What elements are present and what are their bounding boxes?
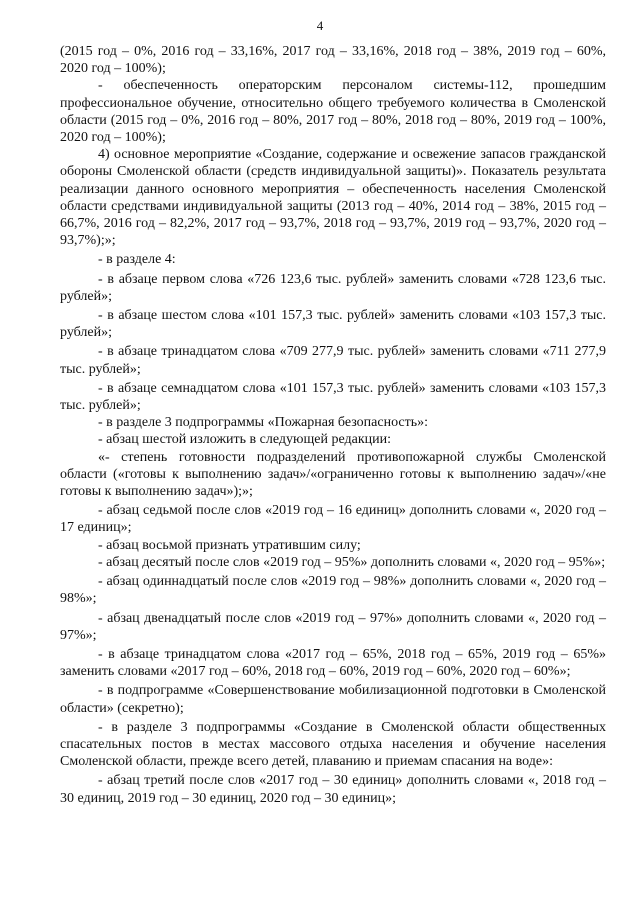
paragraph-10: - абзац шестой изложить в следующей редакции: (98, 432, 391, 448)
paragraph-14: - абзац десятый после слов «2019 год – 95%» дополнить словами «, 2020 год – 95%»; (98, 554, 606, 570)
paragraph-13: - абзац восьмой признать утратившим силу; (98, 537, 361, 553)
paragraph-17: - в абзаце тринадцатом слова «2017 год – 65%, 2018 год – 65%, 2019 год – 65%» заменить словами «2017 год – 60%, 2018 год – 60%, 2019 год – 60%, 2020 год – 60%»; (60, 646, 606, 680)
paragraph-16: - абзац двенадцатый после слов «2019 год – 97%» дополнить словами «, 2020 год – 97%»; (60, 610, 606, 643)
paragraph-8: - в абзаце семнадцатом слова «101 157,3 тыс. рублей» заменить словами «103 157,3 тыс. рублей»; (60, 380, 606, 414)
paragraph-3: 4) основное мероприятие «Создание, содержание и освежение запасов гражданской обороны Смоленской области (средств индивидуальной защиты)». Показатель результата реализации данного основного мероприятия – обеспеченность населения Смоленской области средствами индивидуальной защиты (2013 год – 40%, 2014 год – 38%, 2015 год – 66,7%, 2016 год – 82,2%, 2017 год – 93,7%, 2018 год – 93,7%, 2019 год – 93,7%, 2020 год – 93,7%);»; (60, 147, 606, 249)
paragraph-2: - обеспеченность операторским персоналом системы-112, прошедшим профессиональное обучение, относительно общего требуемого количества в Смоленской области (2015 год – 0%, 2016 год – 80%, 2017 год – 80%, 2018 год – 80%, 2019 год – 100%, 2020 год – 100%); (60, 78, 606, 146)
document-body (60, 43, 606, 807)
paragraph-18: - в подпрограмме «Совершенствование мобилизационной подготовки в Смоленской области» (секретно); (60, 683, 606, 716)
paragraph-15: - абзац одиннадцатый после слов «2019 год – 98%» дополнить словами «, 2020 год – 98%»; (60, 574, 606, 607)
paragraph-7: - в абзаце тринадцатом слова «709 277,9 тыс. рублей» заменить словами «711 277,9 тыс. рублей»; (60, 344, 606, 377)
paragraph-12: - абзац седьмой после слов «2019 год – 16 единиц» дополнить словами «, 2020 год – 17 единиц»; (60, 503, 606, 536)
paragraph-11: «- степень готовности подразделений противопожарной службы Смоленской области («готовы к выполнению задач»/«ограниченно готовы к выполнению задач»/«не готовы к выполнению задач»);»; (60, 449, 606, 500)
page-number: 4 (316, 18, 324, 33)
paragraph-20: - абзац третий после слов «2017 год – 30 единиц» дополнить словами «, 2018 год – 30 единиц, 2019 год – 30 единиц, 2020 год – 30 единиц»; (60, 773, 606, 806)
paragraph-6: - в абзаце шестом слова «101 157,3 тыс. рублей» заменить словами «103 157,3 тыс. рублей»; (60, 308, 606, 341)
paragraph-5: - в абзаце первом слова «726 123,6 тыс. рублей» заменить словами «728 123,6 тыс. рублей»; (60, 271, 606, 304)
paragraph-4: - в разделе 4: (98, 252, 176, 268)
paragraph-1: (2015 год – 0%, 2016 год – 33,16%, 2017 год – 33,16%, 2018 год – 38%, 2019 год – 60%, 2020 год – 100%); (60, 44, 606, 77)
paragraph-19: - в разделе 3 подпрограммы «Создание в Смоленской области общественных спасательных постов в местах массового отдыха населения и обучение населения Смоленской области, прежде всего детей, плаванию и приемам спасания на воде»: (60, 719, 606, 770)
paragraph-9: - в разделе 3 подпрограммы «Пожарная безопасность»: (98, 415, 429, 431)
